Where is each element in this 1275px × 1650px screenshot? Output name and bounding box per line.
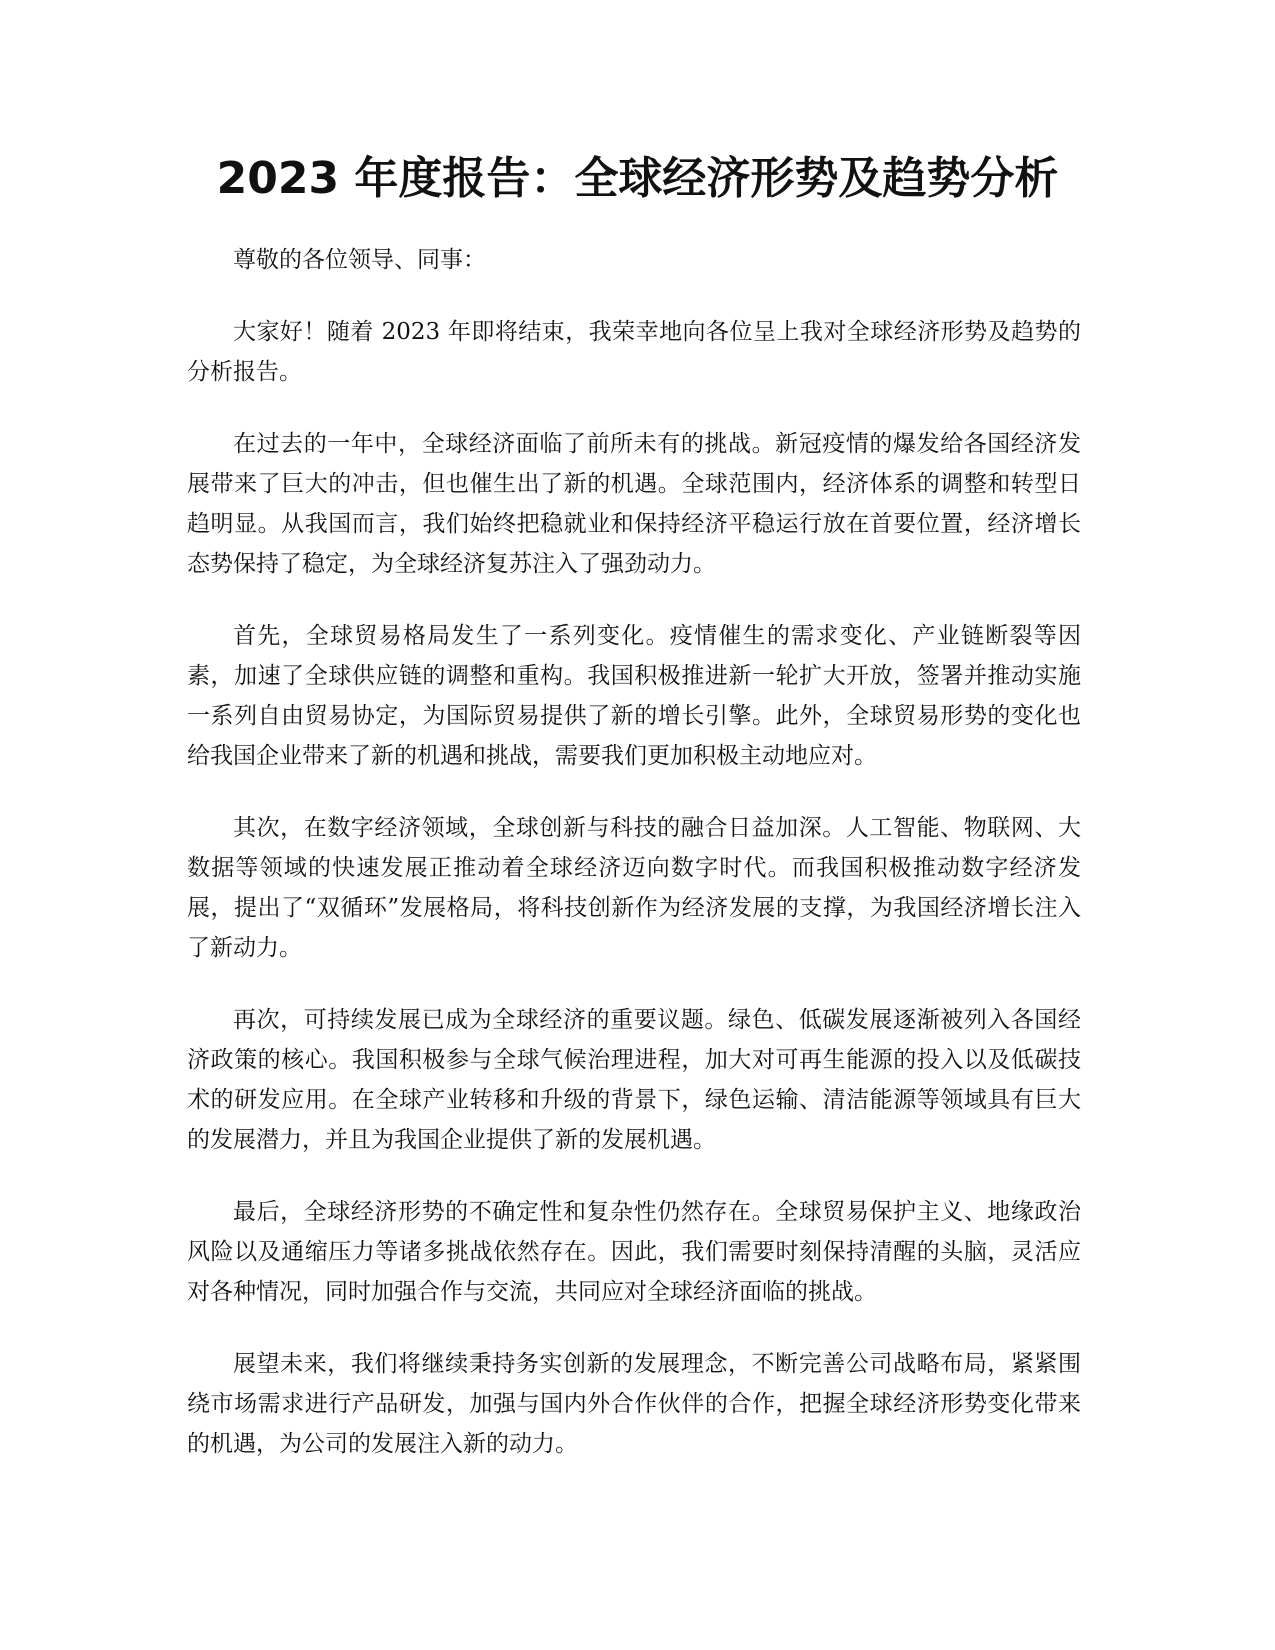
- trade-paragraph: 首先，全球贸易格局发生了一系列变化。疫情催生的需求变化、产业链断裂等因素，加速了全球供应链的调整和重构。我国积极推进新一轮扩大开放，签署并推动实施一系列自由贸易协定，为国际贸易提供了新的增长引擎。此外，全球贸易形势的变化也给我国企业带来了新的机遇和挑战，需要我们更加积极主动地应对。: [187, 623, 1081, 769]
- document-title: 2023 年度报告：全球经济形势及趋势分析: [216, 153, 1059, 204]
- overview-paragraph: 在过去的一年中，全球经济面临了前所未有的挑战。新冠疫情的爆发给各国经济发展带来了巨大的冲击，但也催生出了新的机遇。全球范围内，经济体系的调整和转型日趋明显。从我国而言，我们始终把稳就业和保持经济平稳运行放在首要位置，经济增长态势保持了稳定，为全球经济复苏注入了强劲动力。: [187, 431, 1081, 577]
- risks-paragraph: 最后，全球经济形势的不确定性和复杂性仍然存在。全球贸易保护主义、地缘政治风险以及通缩压力等诸多挑战依然存在。因此，我们需要时刻保持清醒的头脑，灵活应对各种情况，同时加强合作与交流，共同应对全球经济面临的挑战。: [187, 1199, 1081, 1305]
- outlook-paragraph: 展望未来，我们将继续秉持务实创新的发展理念，不断完善公司战略布局，紧紧围绕市场需求进行产品研发，加强与国内外合作伙伴的合作，把握全球经济形势变化带来的机遇，为公司的发展注入新的动力。: [187, 1351, 1081, 1457]
- digital-economy-paragraph: 其次，在数字经济领域，全球创新与科技的融合日益加深。人工智能、物联网、大数据等领域的快速发展正推动着全球经济迈向数字时代。而我国积极推动数字经济发展，提出了“双循环”发展格局，将科技创新作为经济发展的支撑，为我国经济增长注入了新动力。: [187, 815, 1081, 961]
- document-body: [187, 240, 1081, 1496]
- salutation-paragraph: 尊敬的各位领导、同事：: [233, 247, 486, 273]
- sustainability-paragraph: 再次，可持续发展已成为全球经济的重要议题。绿色、低碳发展逐渐被列入各国经济政策的核心。我国积极参与全球气候治理进程，加大对可再生能源的投入以及低碳技术的研发应用。在全球产业转移和升级的背景下，绿色运输、清洁能源等领域具有巨大的发展潜力，并且为我国企业提供了新的发展机遇。: [187, 1007, 1081, 1153]
- greeting-paragraph: 大家好！随着 2023 年即将结束，我荣幸地向各位呈上我对全球经济形势及趋势的分析报告。: [187, 319, 1081, 385]
